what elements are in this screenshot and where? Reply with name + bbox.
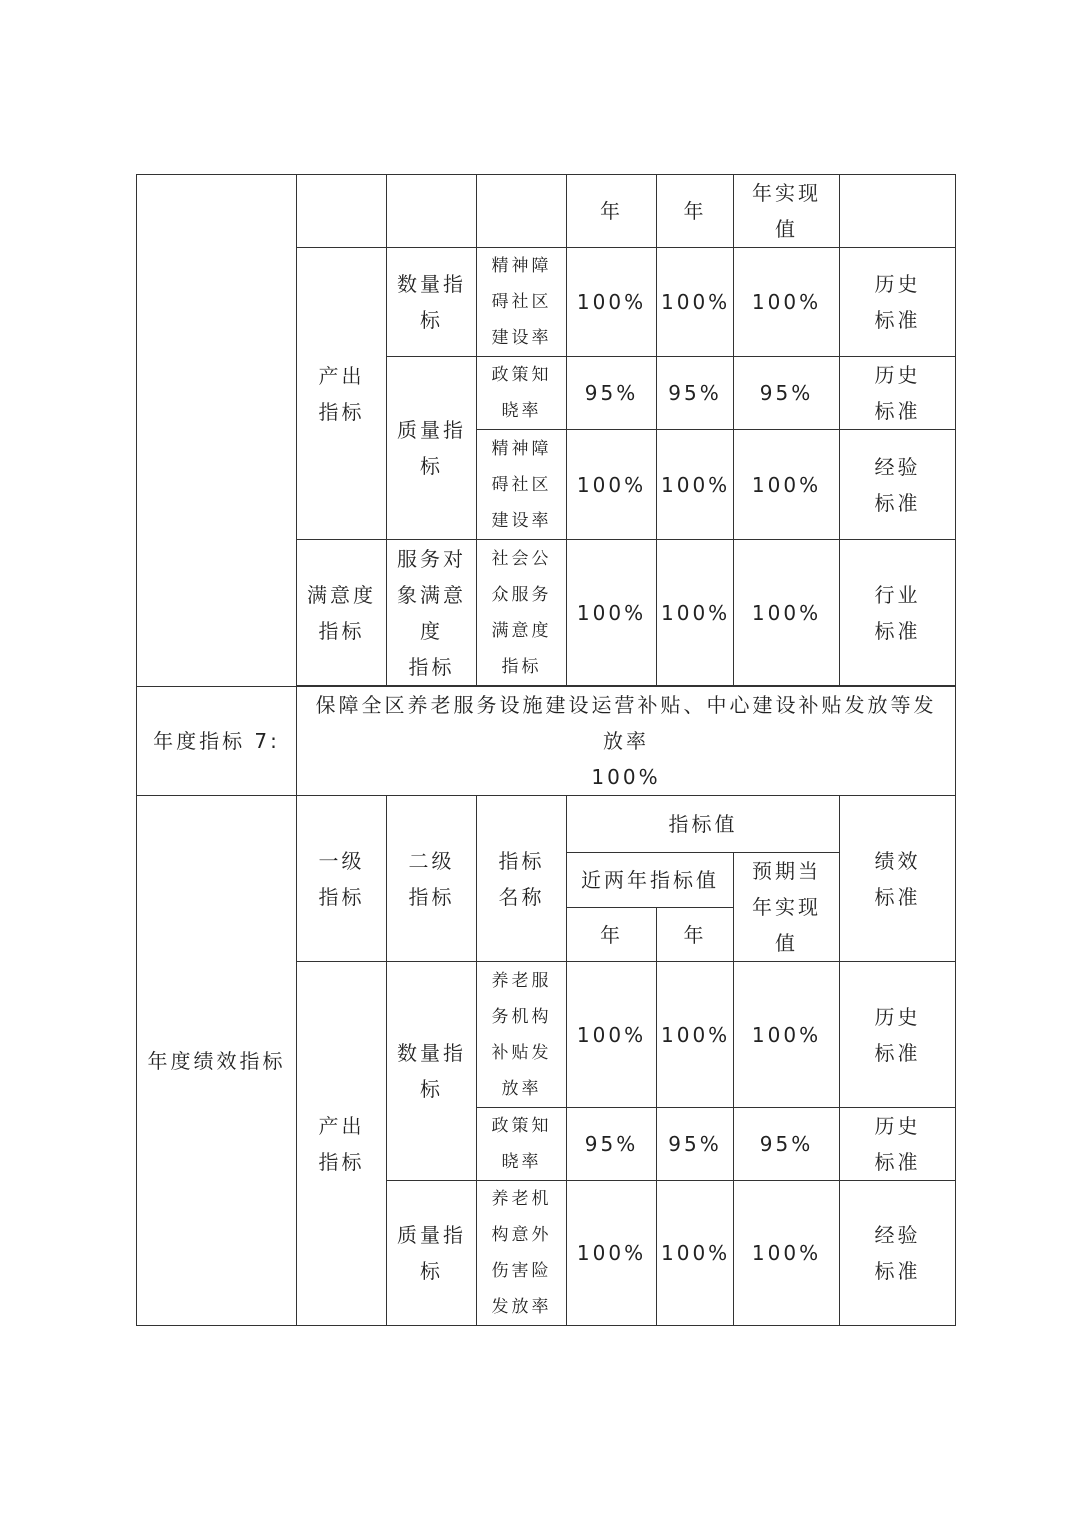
table2-year1-header: 年 [567, 908, 657, 962]
indicator-name: 养老服 务机构 补贴发 放率 [477, 962, 567, 1108]
indicator-name: 精神障 碍社区 建设率 [477, 248, 567, 357]
table1-level1-header [297, 175, 387, 248]
goal7-row [137, 687, 956, 796]
performance-standard: 行业 标准 [840, 540, 956, 686]
value-year2: 100% [657, 540, 734, 686]
performance-standard: 历史 标准 [840, 1108, 956, 1181]
value-year2: 100% [657, 962, 734, 1108]
value-year1: 95% [567, 1108, 657, 1181]
table1-level2-service: 服务对 象满意 度 指标 [387, 540, 477, 686]
performance-table [136, 174, 956, 1326]
table2-name-header: 指标 名称 [477, 796, 567, 962]
performance-standard: 经验 标准 [840, 430, 956, 540]
table2-expected-header: 预期当 年实现 值 [734, 853, 840, 962]
value-expected: 100% [734, 962, 840, 1108]
value-year1: 100% [567, 962, 657, 1108]
value-expected: 100% [734, 430, 840, 540]
table2-standard-header: 绩效 标准 [840, 796, 956, 962]
value-expected: 95% [734, 1108, 840, 1181]
performance-standard: 历史 标准 [840, 248, 956, 357]
indicator-name: 养老机 构意外 伤害险 发放率 [477, 1181, 567, 1326]
value-year2: 100% [657, 1181, 734, 1326]
goal7-label: 年度指标 7: [137, 687, 297, 796]
value-year1: 100% [567, 248, 657, 357]
table2-recent-header: 近两年指标值 [567, 853, 734, 908]
table2-level2-quality: 质量指 标 [387, 1181, 477, 1326]
table2-level2-header: 二级 指标 [387, 796, 477, 962]
performance-standard: 历史 标准 [840, 357, 956, 430]
value-year2: 95% [657, 357, 734, 430]
value-expected: 95% [734, 357, 840, 430]
performance-standard: 历史 标准 [840, 962, 956, 1108]
goal7-text: 保障全区养老服务设施建设运营补贴、中心建设补贴发放等发放率 100% [297, 687, 956, 796]
value-year2: 95% [657, 1108, 734, 1181]
table1-level2-quality: 质量指 标 [387, 357, 477, 540]
value-year2: 100% [657, 430, 734, 540]
table2-header-row1 [137, 796, 956, 853]
value-expected: 100% [734, 1181, 840, 1326]
table1-year1-header: 年 [567, 175, 657, 248]
table1-level2-header [387, 175, 477, 248]
value-expected: 100% [734, 248, 840, 357]
performance-standard: 经验 标准 [840, 1181, 956, 1326]
value-year1: 100% [567, 430, 657, 540]
table1-name-header [477, 175, 567, 248]
table2-level1-output: 产出 指标 [297, 962, 387, 1326]
table1-year2-header: 年 [657, 175, 734, 248]
table1-level1-satisfaction: 满意度 指标 [297, 540, 387, 686]
table1-expected-header: 年实现 值 [734, 175, 840, 248]
indicator-name: 政策知 晓率 [477, 357, 567, 430]
table2-level2-quantity: 数量指 标 [387, 962, 477, 1181]
value-expected: 100% [734, 540, 840, 686]
value-year1: 100% [567, 1181, 657, 1326]
value-year1: 95% [567, 357, 657, 430]
value-year1: 100% [567, 540, 657, 686]
table2-value-header: 指标值 [567, 796, 840, 853]
table1-level2-quantity: 数量指 标 [387, 248, 477, 357]
table2-side-label: 年度绩效指标 [137, 796, 297, 1326]
table1-header-continuation [137, 175, 956, 248]
table1-side-label [137, 175, 297, 687]
value-year2: 100% [657, 248, 734, 357]
table2-year2-header: 年 [657, 908, 734, 962]
indicator-name: 政策知 晓率 [477, 1108, 567, 1181]
indicator-name: 精神障 碍社区 建设率 [477, 430, 567, 540]
table1-level1-output: 产出 指标 [297, 248, 387, 540]
indicator-name: 社会公 众服务 满意度 指标 [477, 540, 567, 686]
table1-standard-header [840, 175, 956, 248]
table2-level1-header: 一级 指标 [297, 796, 387, 962]
